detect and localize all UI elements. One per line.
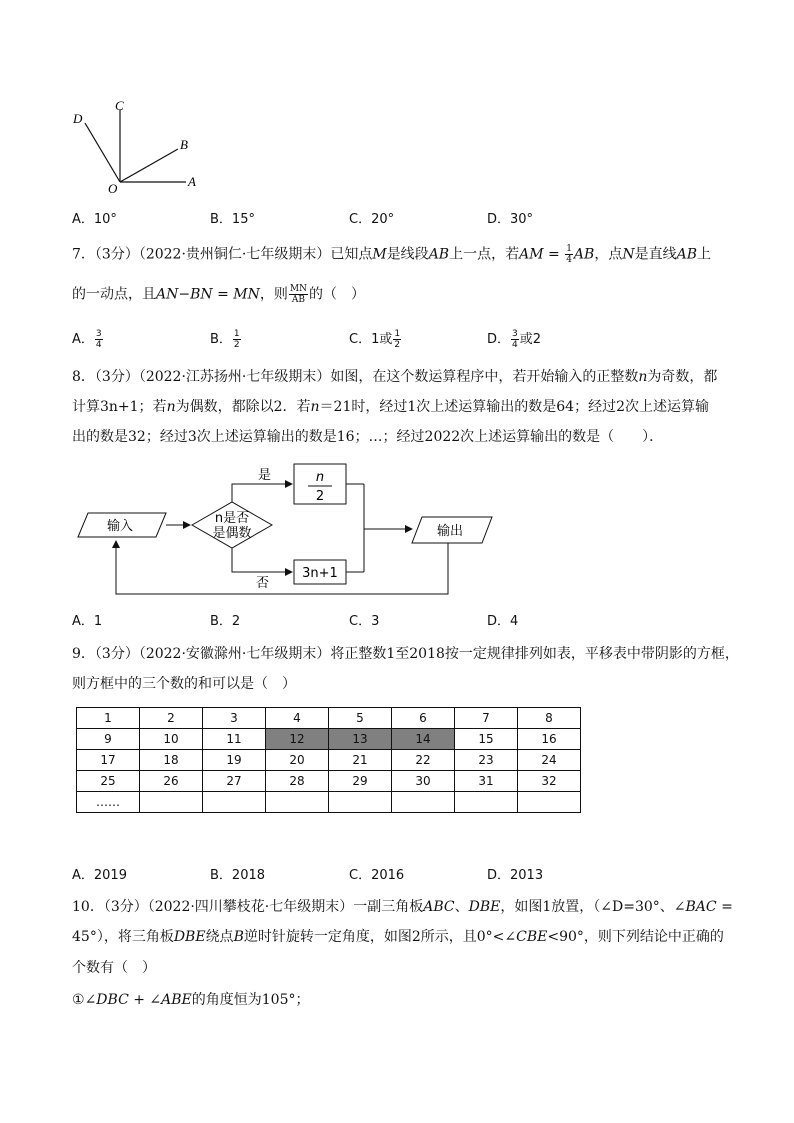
q7-line1 bbox=[72, 244, 711, 265]
q7-frac-num: 1 bbox=[566, 244, 572, 254]
table-cell: 2 bbox=[140, 708, 203, 729]
q6-option-a: A．10° bbox=[72, 212, 117, 227]
table-cell bbox=[203, 792, 266, 813]
q8-line1-tail: 为奇数，都 bbox=[647, 369, 718, 385]
q8-line2-text: 计算3n+1；若 bbox=[72, 399, 167, 415]
q7-ratio-num: MN bbox=[289, 284, 307, 294]
table-cell: 28 bbox=[266, 771, 329, 792]
shaded-cell: 13 bbox=[329, 729, 392, 750]
arrow-loop-back bbox=[116, 541, 448, 594]
q10-angle-bac: ∠BAC bbox=[673, 899, 717, 915]
table-cell: 25 bbox=[77, 771, 140, 792]
table-cell: 26 bbox=[140, 771, 203, 792]
q10-sep: 、 bbox=[454, 899, 469, 915]
shaded-cell: 14 bbox=[392, 729, 455, 750]
q6-option-c: C．20° bbox=[349, 212, 395, 227]
label-c: C bbox=[115, 98, 124, 113]
q7-optb-den: 2 bbox=[233, 340, 240, 350]
q10-var-b: B bbox=[233, 929, 244, 945]
table-cell: 4 bbox=[266, 708, 329, 729]
q10-var-dbe: DBE bbox=[468, 899, 501, 915]
label-a: A bbox=[188, 174, 196, 189]
arrow-yes bbox=[232, 484, 292, 502]
table-cell: 6 bbox=[392, 708, 455, 729]
q10-line2d: <90°，则下列结论中正确的 bbox=[547, 929, 724, 945]
table-cell: 1 bbox=[77, 708, 140, 729]
q7-optc-frac bbox=[393, 329, 401, 350]
table-cell: 21 bbox=[329, 750, 392, 771]
table-cell: 22 bbox=[392, 750, 455, 771]
table-row bbox=[77, 729, 581, 750]
q6-option-d: D．30° bbox=[487, 212, 534, 227]
table-cell: 17 bbox=[77, 750, 140, 771]
table-cell bbox=[455, 792, 518, 813]
decision-line2: 是偶数 bbox=[212, 526, 252, 541]
half-num: n bbox=[315, 470, 325, 485]
triple-label: 3n+1 bbox=[302, 566, 338, 581]
q10-eq: = bbox=[716, 899, 733, 915]
q8-option-c: C．3 bbox=[349, 614, 380, 629]
q7-eq-lhs: AM bbox=[519, 246, 544, 263]
q7-var-n: N bbox=[622, 246, 635, 263]
number-table bbox=[76, 707, 581, 813]
q7-line2-b: ，则 bbox=[259, 286, 288, 303]
q10-line3: 个数有（ ） bbox=[72, 960, 156, 976]
table-cell: 7 bbox=[455, 708, 518, 729]
table-cell: 27 bbox=[203, 771, 266, 792]
q10-var-abc: ABC bbox=[423, 899, 455, 915]
q7-optc-label: C．1或 bbox=[349, 332, 393, 347]
q7-var-ab: AB bbox=[428, 246, 450, 263]
half-den: 2 bbox=[315, 489, 325, 504]
q7-eq-rhs: AB bbox=[573, 246, 595, 263]
q7-line2-eq: AN−BN = MN bbox=[156, 286, 260, 303]
q7-optb-frac bbox=[233, 329, 241, 350]
table-cell bbox=[392, 792, 455, 813]
q7-t4: 是直线 bbox=[634, 246, 677, 263]
table-cell: 19 bbox=[203, 750, 266, 771]
table-cell: 20 bbox=[266, 750, 329, 771]
q6-option-b: B．15° bbox=[210, 212, 255, 227]
ray-od bbox=[85, 123, 120, 182]
table-cell: 32 bbox=[518, 771, 581, 792]
q7-eq-sign: = bbox=[543, 246, 565, 263]
arrow-no bbox=[232, 548, 292, 572]
flowchart bbox=[70, 455, 500, 600]
table-cell: 16 bbox=[518, 729, 581, 750]
q7-optd-frac bbox=[511, 329, 519, 350]
q8-option-d: D．4 bbox=[487, 614, 519, 629]
output-label: 输出 bbox=[436, 524, 464, 539]
q7-head: 7．（3分）（2022·贵州铜仁·七年级期末）已知点 bbox=[72, 246, 373, 263]
q10-line2a: 45°），将三角板 bbox=[72, 929, 174, 945]
q8-line1 bbox=[72, 367, 717, 387]
q8-var-n2: n bbox=[166, 399, 176, 415]
q8-line2 bbox=[72, 397, 709, 417]
table-cell: 5 bbox=[329, 708, 392, 729]
q7-optc-den: 2 bbox=[394, 340, 401, 350]
no-label: 否 bbox=[256, 576, 270, 591]
q7-t2: 上一点，若 bbox=[449, 246, 520, 263]
q7-option-c bbox=[349, 328, 402, 350]
q9-option-a: A．2019 bbox=[72, 868, 127, 883]
table-cell: 29 bbox=[329, 771, 392, 792]
q8-line3: 出的数是32；经过3次上述运算输出的数是16；…；经过2022次上述运算输出的数是（ ）． bbox=[72, 429, 664, 445]
q10-line1 bbox=[72, 897, 733, 917]
input-label: 输入 bbox=[106, 519, 134, 534]
table-row bbox=[77, 708, 581, 729]
table-row bbox=[77, 792, 581, 813]
table-cell: 18 bbox=[140, 750, 203, 771]
q7-ratio bbox=[289, 284, 308, 305]
q7-optd-den: 4 bbox=[512, 340, 518, 350]
table-cell: 23 bbox=[455, 750, 518, 771]
q9-line1: 9．（3分）（2022·安徽滁州·七年级期末）将正整数1至2018按一定规律排列如表，平移表中带阴影的方框， bbox=[72, 646, 739, 662]
q7-option-a bbox=[72, 328, 104, 350]
q9-option-d: D．2013 bbox=[487, 868, 544, 883]
q10-line1a: 10．（3分）（2022·四川攀枝花·七年级期末）一副三角板 bbox=[72, 899, 424, 915]
ray-ob bbox=[120, 149, 178, 182]
q7-line2-c: 的（ ） bbox=[308, 286, 365, 303]
q7-opta-num: 3 bbox=[95, 329, 102, 339]
yes-label: 是 bbox=[258, 468, 272, 483]
q8-var-n3: n bbox=[310, 399, 320, 415]
q10-item1-text: 的角度恒为105°； bbox=[191, 992, 310, 1008]
q7-opta-label: A． bbox=[72, 332, 94, 347]
q8-var-n: n bbox=[638, 369, 648, 385]
q8-option-a: A．1 bbox=[72, 614, 103, 629]
q8-line2-tail2: ＝21时，经过1次上述运算输出的数是64；经过2次上述运算输 bbox=[319, 399, 709, 415]
q10-line1b: ，如图1放置，（∠D=30°、 bbox=[500, 899, 674, 915]
label-o: O bbox=[108, 181, 118, 195]
label-d: D bbox=[73, 111, 83, 126]
table-cell: …… bbox=[77, 792, 140, 813]
table-cell: 3 bbox=[203, 708, 266, 729]
q10-line2 bbox=[72, 927, 724, 947]
q10-line2b: 绕点 bbox=[205, 929, 234, 945]
q7-optd-num: 3 bbox=[512, 329, 518, 339]
q10-item1 bbox=[72, 990, 310, 1010]
q7-optd-tail: 或2 bbox=[519, 332, 542, 347]
table-cell: 15 bbox=[455, 729, 518, 750]
q10-angle-cbe: ∠CBE bbox=[504, 929, 548, 945]
q7-var-m: M bbox=[372, 246, 387, 263]
q8-line1-text: 8．（3分）（2022·江苏扬州·七年级期末）如图，在这个数运算程序中，若开始输入的正整数 bbox=[72, 369, 639, 385]
q7-option-b bbox=[210, 328, 242, 350]
q7-t1: 是线段 bbox=[386, 246, 429, 263]
table-cell bbox=[266, 792, 329, 813]
q10-item1-expr: ∠DBC + ∠ABE bbox=[84, 992, 192, 1008]
decision-line1: n是否 bbox=[214, 511, 250, 526]
table-cell: 31 bbox=[455, 771, 518, 792]
angle-figure bbox=[70, 95, 210, 195]
q10-line2c: 逆时针旋转一定角度，如图2所示，且0°< bbox=[243, 929, 505, 945]
q7-ratio-den: AB bbox=[291, 295, 305, 305]
q7-option-d bbox=[487, 328, 541, 350]
q7-t3: ，点 bbox=[594, 246, 623, 263]
label-b: B bbox=[180, 137, 188, 152]
q9-option-b: B．2018 bbox=[210, 868, 266, 883]
q9-option-c: C．2016 bbox=[349, 868, 405, 883]
table-row bbox=[77, 750, 581, 771]
table-cell: 10 bbox=[140, 729, 203, 750]
table-cell: 8 bbox=[518, 708, 581, 729]
shaded-cell: 12 bbox=[266, 729, 329, 750]
q7-optb-num: 1 bbox=[233, 329, 240, 339]
table-cell bbox=[329, 792, 392, 813]
q7-line2-a: 的一动点，且 bbox=[72, 286, 156, 303]
table-cell bbox=[140, 792, 203, 813]
q9-line2: 则方框中的三个数的和可以是（ ） bbox=[72, 676, 296, 692]
q7-fraction bbox=[565, 244, 573, 265]
table-cell: 9 bbox=[77, 729, 140, 750]
q7-t5: 上 bbox=[696, 246, 711, 263]
q10-item1-marker: ① bbox=[72, 992, 85, 1008]
q8-line2-tail: 为偶数，都除以2．若 bbox=[175, 399, 311, 415]
q7-line2 bbox=[72, 284, 365, 305]
q7-optc-num: 1 bbox=[394, 329, 401, 339]
q7-optb-label: B． bbox=[210, 332, 232, 347]
q7-opta-den: 4 bbox=[95, 340, 102, 350]
q7-opta-frac bbox=[95, 329, 103, 350]
table-row bbox=[77, 771, 581, 792]
q7-optd-label: D． bbox=[487, 332, 511, 347]
table-cell: 24 bbox=[518, 750, 581, 771]
table-cell: 30 bbox=[392, 771, 455, 792]
q7-var-ab2: AB bbox=[676, 246, 697, 263]
table-cell: 11 bbox=[203, 729, 266, 750]
q7-frac-den: 4 bbox=[566, 255, 572, 265]
q10-var-dbe2: DBE bbox=[173, 929, 206, 945]
table-cell bbox=[518, 792, 581, 813]
q8-option-b: B．2 bbox=[210, 614, 241, 629]
